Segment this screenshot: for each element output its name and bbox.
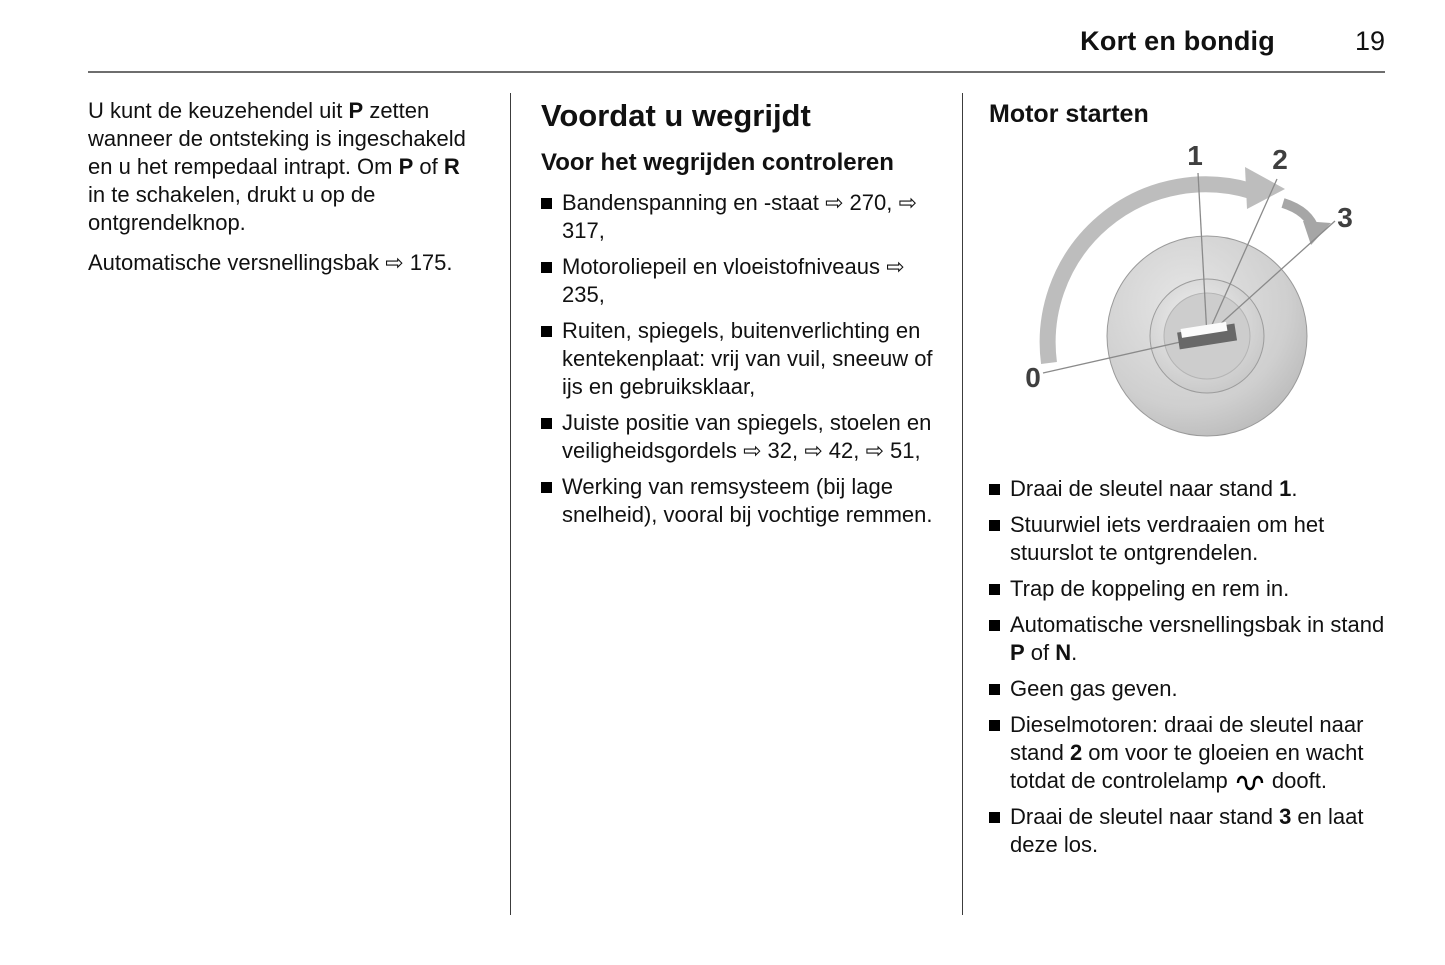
checklist: [541, 189, 936, 529]
list-item-text: Dieselmotoren: draai de sleutel naar stand 2 om voor te gloeien en wacht totdat de controlelamp dooft.: [1010, 712, 1364, 793]
chapter-title: Kort en bondig: [1080, 26, 1275, 56]
list-item-text: Draai de sleutel naar stand 3 en laat deze los.: [1010, 804, 1364, 857]
list-item-text: Trap de koppeling en rem in.: [1010, 576, 1290, 601]
list-item: [989, 675, 1385, 703]
bullet-square-icon: [989, 520, 1000, 531]
list-item: [989, 475, 1385, 503]
list-item-text: Werking van remsysteem (bij lage snelheid), vooral bij vochtige remmen.: [562, 474, 933, 527]
header-rule: [88, 71, 1385, 73]
list-item-text: Motoroliepeil en vloeistofniveaus ⇨ 235,: [562, 254, 905, 307]
bullet-square-icon: [541, 262, 552, 273]
section-heading-engine-start: Motor starten: [989, 100, 1149, 128]
list-item: [989, 711, 1385, 795]
page-number: 19: [1354, 26, 1385, 56]
list-item: [541, 189, 936, 245]
bullet-square-icon: [989, 584, 1000, 595]
list-item-text: Geen gas geven.: [1010, 676, 1178, 701]
bullet-square-icon: [989, 620, 1000, 631]
bullet-square-icon: [989, 812, 1000, 823]
engine-start-steps: [989, 475, 1385, 859]
list-item-text: Ruiten, spiegels, buitenverlichting en kentekenplaat: vrij van vuil, sneeuw of ijs en gebruiksklaar,: [562, 318, 933, 399]
ignition-switch-figure: [989, 139, 1385, 455]
list-item-text: Automatische versnellingsbak in stand P of N.: [1010, 612, 1385, 665]
bullet-square-icon: [541, 482, 552, 493]
list-item: [541, 473, 936, 529]
ignition-position-label-3: 3: [1337, 202, 1353, 233]
glow-plug-icon: [1236, 774, 1264, 791]
page-header: [0, 0, 1445, 73]
list-item: [541, 317, 936, 401]
list-item: [989, 803, 1385, 859]
list-item: [541, 409, 936, 465]
ignition-position-label-1: 1: [1187, 140, 1203, 171]
list-item: [541, 253, 936, 309]
paragraph-gearbox-reference: Automatische versnellingsbak ⇨ 175.: [88, 250, 453, 275]
content-columns: [88, 93, 1445, 915]
list-item-text: Juiste positie van spiegels, stoelen en veiligheidsgordels ⇨ 32, ⇨ 42, ⇨ 51,: [562, 410, 932, 463]
bullet-square-icon: [541, 198, 552, 209]
list-item-text: Bandenspanning en -staat ⇨ 270, ⇨ 317,: [562, 190, 917, 243]
spring-return-arrowhead: [1303, 221, 1331, 245]
bullet-square-icon: [541, 418, 552, 429]
bullet-square-icon: [989, 720, 1000, 731]
list-item-text: Draai de sleutel naar stand 1.: [1010, 476, 1298, 501]
ignition-switch-diagram: [989, 139, 1386, 455]
ignition-position-label-2: 2: [1272, 144, 1288, 175]
column-left: [88, 93, 510, 915]
column-right: [962, 93, 1385, 915]
paragraph-selector-lever: U kunt de keuzehendel uit P zetten wanneer de ontsteking is ingeschakeld en u het rempedaal intrapt. Om P of R in te schakelen, drukt u op de ontgrendelknop.: [88, 98, 466, 235]
bullet-square-icon: [541, 326, 552, 337]
ignition-position-label-0: 0: [1025, 362, 1041, 393]
subsection-heading-checks: Voor het wegrijden controleren: [541, 149, 894, 176]
column-middle: [510, 93, 962, 915]
bullet-square-icon: [989, 484, 1000, 495]
list-item: [989, 611, 1385, 667]
list-item-text: Stuurwiel iets verdraaien om het stuurslot te ontgrendelen.: [1010, 512, 1325, 565]
list-item: [989, 575, 1385, 603]
section-heading-before-driving: Voordat u wegrijdt: [541, 98, 811, 133]
bullet-square-icon: [989, 684, 1000, 695]
list-item: [989, 511, 1385, 567]
